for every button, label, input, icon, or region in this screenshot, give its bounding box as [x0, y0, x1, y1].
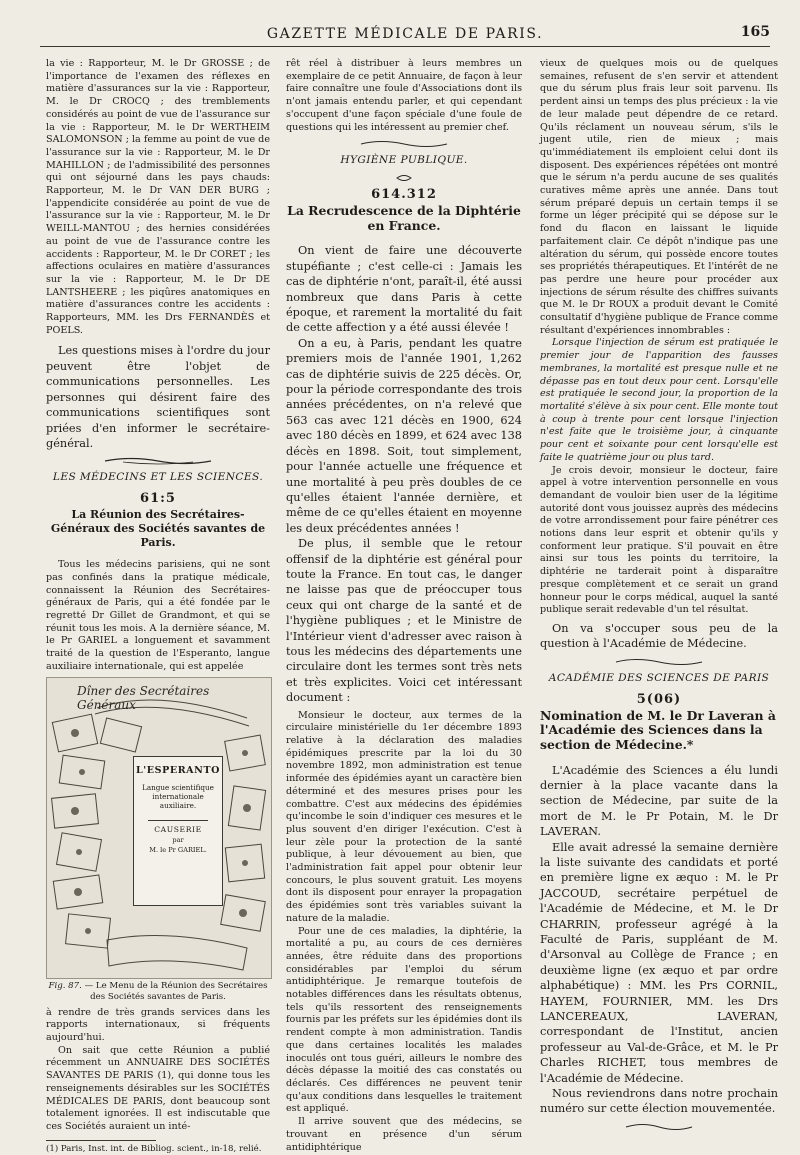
column-3 [540, 58, 778, 1116]
column-2 [286, 58, 522, 1153]
article-title: La Recrudescence de la Diphtérie en France. [287, 203, 521, 233]
section-heading: HYGIÈNE PUBLIQUE. [340, 154, 468, 167]
classification-code: 614.312 [371, 187, 437, 203]
col3-paragraph: On va s'occuper sous peu de la question à l'Académie de Médecine. [540, 621, 778, 651]
col3-continued-text: vieux de quelques mois ou de quelques semaines, refusent de s'en servir et attendent que du sérum plus frais leur soit parvenu. Ils perdent ainsi un temps des plus précieux : la vie de leur malade peut dépendre de ce retard. Qu'ils réclament un nouveau sérum, s'ils le jugent utile, rien de mieux ; mais qu'immédiatement ils emploient celui dont ils disposent. Des expériences répétées ont montré que le sérum n'a perdu aucune de ses qualités curatives même après une année. Dans tout sérum préparé depuis un certain temps il se forme un léger précipité qui se dépose sur le fond du flacon en laissant le liquide parfaitement clair. Ce dépôt n'indique pas une altération du sérum, qui possède encore toutes ses propriétés thérapeutiques. Et l'intérêt de ne pas perdre une heure pour procéder aux injections de sérum résulte des chiffres suivants que M. le Dr ROUX a produit devant le Comité consultatif d'hygiène publique de France comme résultant d'expériences innombrables : [540, 58, 778, 336]
page-number: 165 [740, 24, 770, 40]
col1-continued-text: la vie : Rapporteur, M. le Dr GROSSE ; de l'importance de l'examen des réflexes en matière d'assurances sur la vie : Rapporteur, M. le Dr CROCQ ; des tremblements considérés au point de vue de l'assurance sur la vie : Rapporteur, M. le Dr WERTHEIM SALOMONSON ; la femme au point de vue de l'assurance sur la vie : Rapporteur, M. le Dr MAHILLON ; de l'admissibilité des personnes qui ont séjourné dans les pays chauds: Rapporteur, M. le Dr VAN DER BURG ; l'appendicite considérée au point de vue de l'assurance sur la vie : Rapporteur, M. le Dr WEILL-MANTOU ; des hernies considérées au point de vue de l'assurance contre les accidents : Rapporteur, M. le Dr CORET ; les affections oculaires en matière d'assurances sur la vie : Rapporteur, M. le Dr DE LANTSHEERE ; les piqûres anatomiques en matière d'assurances contre les accidents : Rapporteurs, MM. les Drs FERNANDÈS et POELS. [46, 58, 271, 336]
figure-caption-text: — Le Menu de la Réunion des Secrétaires des Sociétés savantes de Paris. [84, 981, 268, 1003]
column-1 [46, 58, 271, 1154]
classification-code: 61:5 [140, 491, 176, 507]
col3-paragraph: Je crois devoir, monsieur le docteur, faire appel à votre intervention personnelle en vous demandant de vouloir bien user de la légitime autorité dont vous jouissez auprès des médecins de votre arrondissement pour faire pénétrer ces notions dans leur esprit et obtenir qu'ils y conforment leur pratique. S'il pouvait en être ainsi sur tous les points du territoire, la diphtérie ne tarderait point à disparaître presque complètement et ce serait un grand honneur pour le corps médical, auquel la santé publique serait redevable d'un tel résultat. [540, 464, 778, 616]
col1-paragraph: à rendre de très grands services dans les rapports internationaux, si fréquents aujourd'hui. [46, 1006, 270, 1044]
menu-card-causerie: CAUSERIE [148, 820, 208, 834]
menu-card [133, 756, 223, 906]
menu-card-title: L'ESPERANTO [136, 765, 220, 777]
section-heading: ACADÉMIE DES SCIENCES DE PARIS [548, 671, 770, 684]
ornament-divider [614, 657, 704, 667]
circular-letter: Il arrive souvent que des médecins, se trouvant en présence d'un sérum antidiphtérique [286, 1116, 522, 1153]
page-header [40, 18, 770, 47]
figure-caption [46, 981, 270, 1002]
col1-paragraph: On sait que cette Réunion a publié récemment un ANNUAIRE DES SOCIÉTÉS SAVANTES DE PARIS (1), qui donne tous les renseignements désirables sur les SOCIÉTÉS MÉDICALES DE PARIS, dont beaucoup sont totalement ignorées. Il est indiscutable que ces Sociétés auraient un inté- [46, 1044, 270, 1132]
menu-illustration [46, 677, 272, 979]
col3-paragraph: L'Académie des Sciences a élu lundi dernier à la place vacante dans la section de Médecine, par suite de la mort de M. le Pr Potain, M. le Dr LAVERAN. [540, 763, 778, 839]
col1-paragraph: Les questions mises à l'ordre du jour peuvent être l'objet de communications personnelles. Les personnes qui désirent faire des communications scientifiques sont priées d'en informer le secrétaire-général. [46, 344, 270, 450]
footnote-text: (1) Paris, Inst. int. de Bibliog. scient., in-18, relié. [46, 1143, 262, 1154]
col1-paragraph: Tous les médecins parisiens, qui ne sont pas confinés dans la pratique médicale, connaissent la Réunion des Secrétaires-généraux de Paris, qui a été fondée par le regretté Dr Gillet de Grandmont, et qui se réunit tous les mois. A la dernière séance, M. le Pr GARIEL a longuement et savamment traité de la question de l'Esperanto, langue auxiliaire internationale, qui est appelée [46, 559, 270, 672]
col2-continued-text: rêt réel à distribuer à leurs membres un exemplaire de ce petit Annuaire, de façon à leur faire connaître une foule d'Associations dont ils n'ont jamais entendu parler, et qui cependant s'occupent d'une façon spéciale d'une foule de questions qui les intéressent au premier chef. [286, 58, 522, 133]
col2-paragraph: De plus, il semble que le retour offensif de la diphtérie est général pour toute la France. En tout cas, le danger ne laisse pas que de préoccuper tous ceux qui ont charge de la santé et de l'hygiène publiques ; et le Ministre de l'Intérieur vient d'adresser avec raison à tous les médecins des départements une circulaire dont les termes sont très nets et très explicites. Voici cet intéressant document : [286, 537, 522, 705]
col3-paragraph: Nous reviendrons dans notre prochain numéro sur cette élection mouvementée. [540, 1087, 778, 1116]
circular-letter: Pour une de ces maladies, la diphtérie, la mortalité a pu, au cours de ces dernières années, être réduite dans des proportions considérables par l'emploi du sérum antidiphtérique. Je remarque toutefois de notables différences dans les résultats obtenus, tels qu'ils ressortent des renseignements fournis par les préfets sur les épidémies dont ils rendent compte à mon administration. Tandis que dans certaines localités les malades inoculés ont tous guéri, ailleurs le nombre des décès dépasse la moitié des cas constatés ou déclarés. Ces différences ne peuvent tenir qu'aux conditions dans lesquelles le traitement est appliqué. [286, 925, 522, 1115]
classification-code: 5(06) [636, 691, 682, 707]
col2-paragraph: On a eu, à Paris, pendant les quatre premiers mois de l'année 1901, 1,262 cas de diphtérie suivis de 225 décès. Or, pour la période correspondante des trois années précédentes, on n'a relevé que 563 cas avec 121 décès en 1900, 624 avec 180 décès en 1899, et 624 avec 138 décès en 1898. Soit, tout simplement, pour l'année actuelle une fréquence et une mortalité à peu près doubles de ce qu'elles étaient l'année dernière, et même de ce qu'elles étaient en moyenne les deux précédentes années ! [286, 336, 522, 535]
roux-quote: Lorsque l'injection de sérum est pratiquée le premier jour de l'apparition des fausses membranes, la mortalité est presque nulle et ne dépasse pas en tout deux pour cent. Lorsqu'elle est pratiquée le second jour, la proportion de la mortalité s'élève à six pour cent. Elle monte tout à coup à trente pour cent lorsque l'injection n'est faite que le troisième jour, à cinquante pour cent et soixante pour cent lorsqu'elle est faite le quatrième jour ou plus tard. [540, 337, 778, 463]
journal-title: GAZETTE MÉDICALE DE PARIS. [266, 26, 544, 42]
menu-card-subtitle: Langue scientifique internationale auxiliaire. [142, 783, 214, 810]
section-heading: LES MÉDECINS ET LES SCIENCES. [52, 471, 264, 484]
article-title: La Réunion des Secrétaires-Généraux des Sociétés savantes de Paris. [50, 508, 266, 549]
figure-number: Fig. 87. [48, 981, 82, 992]
circular-letter: Monsieur le docteur, aux termes de la circulaire ministérielle du 1er décembre 1893 relative à la déclaration des maladies épidémiques prescrite par la loi du 30 novembre 1892, mon administration est tenue informée des épidémies ayant un caractère bien déterminé et des mesures prises pour les combattre. C'est aux médecins des épidémies qu'incombe le soin d'indiquer ces mesures et le plus souvent d'en diriger l'exécution. C'est à leur zèle pour la protection de la santé publique, à leur dévouement au bien, que l'administration fait appel pour obtenir leur concours, le plus souvent gratuit. Les moyens dont ils disposent pour enrayer la propagation des épidémies sont très variables suivant la nature de la maladie. [286, 709, 522, 924]
menu-heading: Dîner des Secrétaires Généraux [77, 684, 210, 713]
col3-paragraph: Elle avait adressé la semaine dernière la liste suivante des candidats et porté en première ligne ex æquo : M. le Pr JACCOUD, secrétaire perpétuel de l'Académie de Médecine, et M. le Dr CHARRIN, professeur agrégé à la Faculté de Paris, suppléant de M. d'Arsonval au Collège de France ; en deuxième ligne (ex æquo et par ordre alphabétique) : MM. les Prs CORNIL, HAYEM, FOURNIER, MM. les Drs LANCEREAUX, LAVERAN, correspondant de l'Institut, ancien professeur au Val-de-Grâce, et M. le Pr Charles RICHET, tous membres de l'Académie de Médecine. [540, 840, 778, 1085]
menu-card-author: M. le Pr GARIEL. [149, 846, 207, 855]
footnote [46, 1140, 262, 1155]
menu-card-par: par [172, 836, 184, 845]
ornament-mark [396, 174, 412, 182]
ornament-divider [624, 1122, 694, 1132]
ornament-divider [103, 456, 213, 466]
article-title: Nomination de M. le Dr Laveran à l'Académie des Sciences dans la section de Médecine.* [540, 707, 776, 752]
ornament-divider [359, 139, 449, 149]
col2-paragraph: On vient de faire une découverte stupéfiante ; c'est celle-ci : Jamais les cas de diphtérie n'ont, paraît-il, été aussi nombreux que dans Paris à cette époque, et rarement la mortalité du fait de cette affection y a été aussi élevée ! [286, 244, 522, 335]
